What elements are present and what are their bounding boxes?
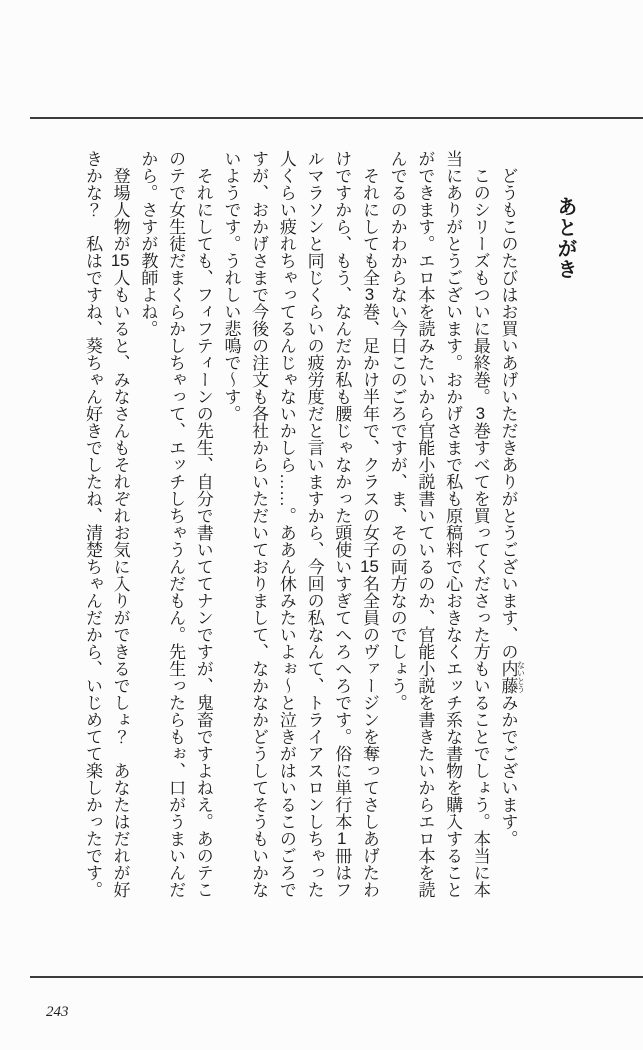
tatechuyoko-number: 3	[475, 405, 486, 422]
text-column: すが、おかげさまで今後の注文も各社からいただいておりまして、なかなかどうしてそうもいかな	[249, 150, 269, 898]
tatechuyoko-number: 1	[337, 830, 347, 847]
text-column: それにしても全3巻、足かけ半年で、クラスの女子15名全員のヴァージンを奪ってさしあげたわ	[359, 150, 379, 898]
afterword-title: あとがき	[554, 196, 576, 280]
afterword-text-body	[37, 150, 579, 907]
tatechuyoko-number: 15	[110, 252, 130, 269]
text-column: きかな？ 私はですね、葵ちゃん好きでしたね、清楚ちゃんだから、いじめてて楽しかったです。	[82, 150, 102, 898]
text-column: このシリーズもついに最終巻。3巻すべてを買ってくださった方もいることでしょう。本当に本	[470, 150, 490, 898]
top-rule	[30, 117, 643, 119]
text-column: のテで女生徒だまくらかしちゃって、エッチしちゃうんだもん。先生ったらもぉ、口がうまいんだ	[166, 150, 186, 898]
text-column: 当にありがとうございます。おかげさまで私も原稿料で心おきなくエッチ系な書物を購入すること	[443, 150, 463, 898]
tatechuyoko-number: 3	[364, 286, 375, 303]
text-column: 登場人物が15人もいると、みなさんもそれぞれお気に入りができるでしょ？ あなたはだれが好	[110, 150, 130, 898]
bottom-rule	[30, 976, 643, 978]
text-column: どうもこのたびはお買いあげいただきありがとうございます、の内藤 ないとうみかでございます。	[498, 150, 526, 847]
text-column: ができます。エロ本を読みたいから官能小説書いているのか、官能小説を書きたいからエロ本を読	[415, 150, 435, 898]
text-column: けですから、もう、なんだか私も腰じゃなかった頭使いすぎてへろへろです。俗に単行本1冊はフ	[332, 150, 352, 898]
author-name-ruby: 内藤 ないとう	[498, 660, 526, 694]
text-column: んでるのかわからない今日このごろですが、ま、その両方なのでしょう。	[387, 150, 407, 711]
text-column: いようです。うれしい悲鳴で〜す。	[221, 150, 241, 422]
page-number: 243	[46, 1004, 69, 1020]
text-column: ルマラソンと同じくらいの疲労度だと言いますから、今回の私なんて、トライアスロンしちゃった	[304, 150, 324, 898]
text-column: 人くらい疲れちゃってるんじゃないかしら……。ああん休みたいよぉ〜と泣きがはいるこのごろで	[276, 150, 296, 898]
text-column: それにしても、フィフティーンの先生、自分で書いててナンですが、鬼畜ですよねえ。あのテこ	[193, 150, 213, 898]
tatechuyoko-number: 15	[360, 558, 379, 575]
text-column: から。さすが教師よね。	[138, 150, 158, 337]
